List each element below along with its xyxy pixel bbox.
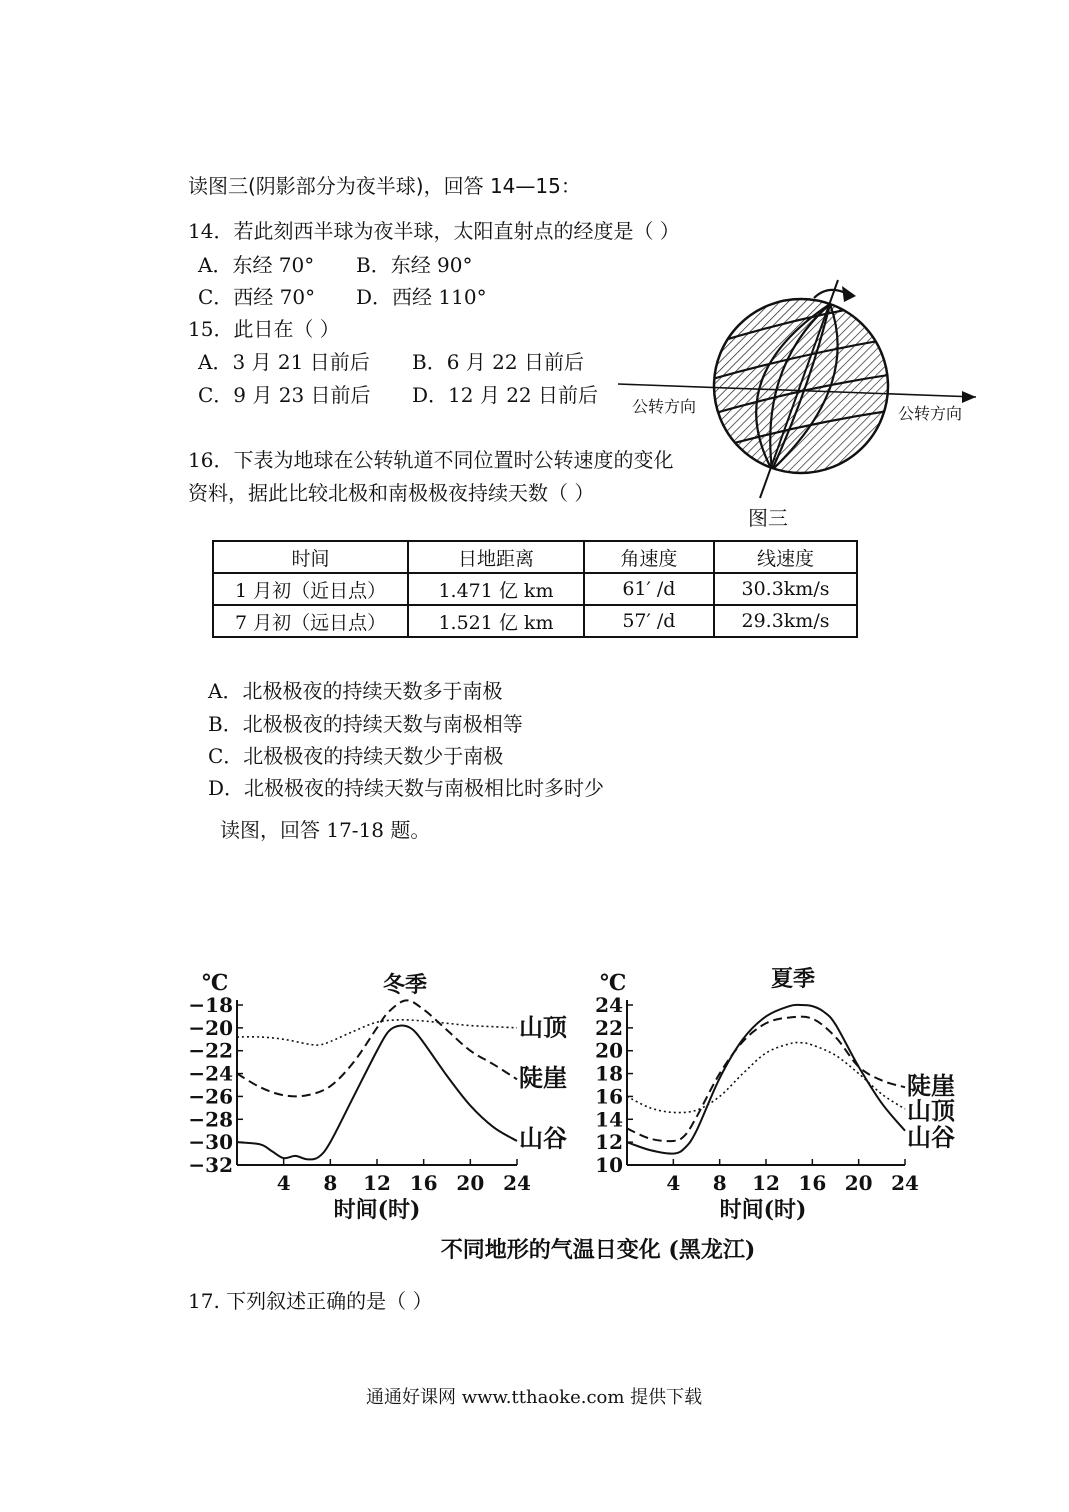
q14-option-d: D．西经 110° xyxy=(356,285,487,309)
summer-y-tick-label: 22 xyxy=(595,1015,623,1040)
summer-x-tick-label: 20 xyxy=(844,1171,873,1195)
table-header-cell: 角速度 xyxy=(584,541,714,573)
summer-x-tick-label: 24 xyxy=(891,1171,919,1195)
winter-series-label: 陡崖 xyxy=(519,1063,567,1092)
figure3-caption: 图三 xyxy=(748,506,788,530)
q16-option-d: D．北极极夜的持续天数与南极相比时多时少 xyxy=(208,776,605,800)
table-cell: 30.3km/s xyxy=(714,573,857,605)
summer-chart-title: 夏季 xyxy=(770,966,816,992)
section-intro: 读图三(阴影部分为夜半球)，回答 14—15： xyxy=(188,174,581,198)
orbit-arrow-icon xyxy=(962,391,976,403)
q15-option-a: A．3 月 21 日前后 xyxy=(198,350,370,374)
table-header-cell: 时间 xyxy=(213,541,408,573)
winter-x-tick-label: 20 xyxy=(456,1171,485,1195)
orbit-label-right: 公转方向 xyxy=(898,404,963,423)
table-cell: 57′ /d xyxy=(584,605,714,637)
summer-series-line-solid xyxy=(627,1005,905,1154)
q17-stem: 17. 下列叙述正确的是（ ） xyxy=(188,1289,433,1313)
winter-chart xyxy=(188,970,568,1223)
winter-y-tick-label: −28 xyxy=(188,1107,233,1132)
table-header-row xyxy=(213,541,857,573)
winter-x-label: 时间(时) xyxy=(333,1197,421,1223)
table-cell: 1 月初（近日点） xyxy=(213,573,408,605)
summer-series-label: 山谷 xyxy=(907,1122,955,1152)
winter-series-label: 山谷 xyxy=(519,1123,567,1153)
summer-y-tick-label: 24 xyxy=(595,993,623,1017)
winter-x-tick-label: 4 xyxy=(276,1171,291,1195)
table-header-cell: 日地距离 xyxy=(408,541,584,573)
q14-option-b: B．东经 90° xyxy=(356,253,473,277)
summer-x-tick-label: 4 xyxy=(666,1171,681,1195)
winter-chart-title: 冬季 xyxy=(382,972,428,998)
q14-stem: 14．若此刻西半球为夜半球，太阳直射点的经度是（ ） xyxy=(188,219,680,243)
winter-y-tick-label: −20 xyxy=(188,1015,233,1040)
winter-x-tick-label: 16 xyxy=(409,1171,438,1195)
winter-x-tick-label: 8 xyxy=(323,1171,338,1195)
winter-x-tick-label: 12 xyxy=(363,1171,391,1195)
summer-x-tick-label: 12 xyxy=(752,1171,780,1195)
q15-option-d: D．12 月 22 日前后 xyxy=(412,383,599,407)
table-cell: 61′ /d xyxy=(584,573,714,605)
table-row xyxy=(213,573,857,605)
orbit-speed-table xyxy=(212,540,858,638)
summer-x-label: 时间(时) xyxy=(719,1197,807,1223)
charts-caption: 不同地形的气温日变化 (黑龙江) xyxy=(440,1237,756,1263)
summer-y-tick-label: 16 xyxy=(595,1084,623,1109)
figure3-globe-diagram xyxy=(610,276,990,531)
summer-y-tick-label: 14 xyxy=(595,1107,623,1132)
winter-unit-label: ℃ xyxy=(202,970,229,996)
summer-series-label: 山顶 xyxy=(907,1096,955,1126)
read-17-18-prompt: 读图，回答 17-18 题。 xyxy=(220,818,431,842)
q16-stem-line2: 资料，据此比较北极和南极极夜持续天数（ ） xyxy=(188,481,595,505)
summer-series-line-dashed xyxy=(627,1017,905,1142)
winter-series-label: 山顶 xyxy=(519,1012,567,1042)
winter-y-tick-label: −22 xyxy=(188,1038,233,1063)
temperature-charts xyxy=(180,960,1000,1270)
orbit-label-left: 公转方向 xyxy=(632,397,697,416)
winter-y-tick-label: −18 xyxy=(188,993,233,1017)
summer-series-label: 陡崖 xyxy=(907,1071,955,1100)
q15-option-c: C．9 月 23 日前后 xyxy=(198,383,371,407)
summer-x-tick-label: 16 xyxy=(798,1171,827,1195)
winter-x-tick-label: 24 xyxy=(503,1171,531,1195)
table-cell: 1.471 亿 km xyxy=(408,573,584,605)
winter-y-tick-label: −24 xyxy=(188,1061,233,1086)
table-cell: 7 月初（远日点） xyxy=(213,605,408,637)
q14-option-c: C．西经 70° xyxy=(198,285,316,309)
winter-series-line-dotted xyxy=(237,1020,517,1045)
summer-y-tick-label: 20 xyxy=(595,1038,623,1063)
winter-series-line-dashed xyxy=(237,1000,517,1096)
summer-y-tick-label: 12 xyxy=(595,1130,623,1155)
summer-y-tick-label: 10 xyxy=(595,1153,623,1177)
table-header-cell: 线速度 xyxy=(714,541,857,573)
winter-y-tick-label: −26 xyxy=(188,1084,233,1109)
summer-y-tick-label: 18 xyxy=(595,1061,623,1086)
winter-series-line-solid xyxy=(237,1025,517,1159)
summer-unit-label: ℃ xyxy=(600,970,627,996)
summer-x-tick-label: 8 xyxy=(712,1171,727,1195)
q16-option-a: A．北极极夜的持续天数多于南极 xyxy=(208,679,503,703)
q16-option-b: B．北极极夜的持续天数与南极相等 xyxy=(208,712,523,736)
q16-option-c: C．北极极夜的持续天数少于南极 xyxy=(208,744,504,768)
rotation-arrow-icon xyxy=(842,286,856,302)
summer-chart xyxy=(595,966,956,1223)
table-row xyxy=(213,605,857,637)
summer-series-line-dotted xyxy=(627,1043,905,1113)
winter-y-tick-label: −30 xyxy=(188,1130,233,1155)
table-cell: 29.3km/s xyxy=(714,605,857,637)
q15-stem: 15．此日在（ ） xyxy=(188,317,340,341)
table-cell: 1.521 亿 km xyxy=(408,605,584,637)
q14-option-a: A．东经 70° xyxy=(198,253,315,277)
page-footer: 通通好课网 www.tthaoke.com 提供下载 xyxy=(366,1387,703,1408)
winter-y-tick-label: −32 xyxy=(188,1153,233,1177)
q15-option-b: B．6 月 22 日前后 xyxy=(412,350,584,374)
q16-stem-line1: 16．下表为地球在公转轨道不同位置时公转速度的变化 xyxy=(188,448,674,472)
